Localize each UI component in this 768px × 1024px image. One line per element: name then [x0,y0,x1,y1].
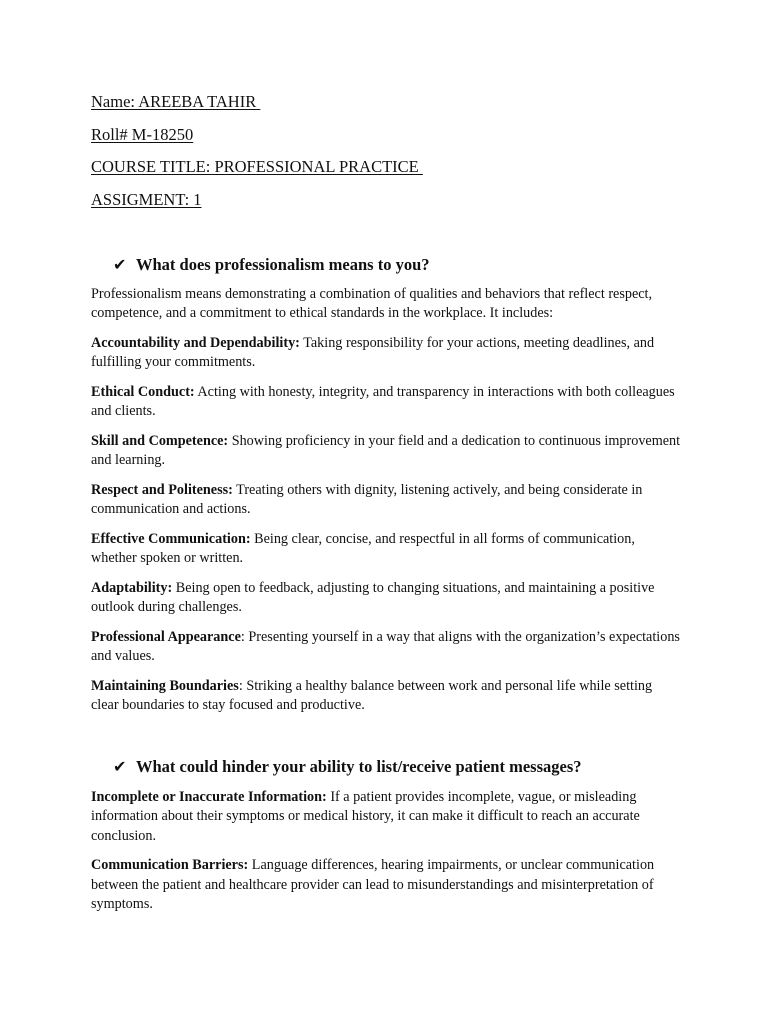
item-term: Accountability and Dependability: [91,334,300,351]
section-1-item [91,579,681,618]
item-term: Effective Communication: [91,530,251,547]
section-1-item [91,628,681,667]
question-1 [91,254,681,276]
checkmark-icon: ✔ [113,254,127,274]
item-term: Incomplete or Inaccurate Information: [91,788,327,805]
section-1-item [91,432,681,471]
item-term: Maintaining Boundaries [91,677,239,694]
item-text: Being clear, concise, and respectful in all forms of communication, whether spoken or written. [91,530,635,566]
item-text: Being open to feedback, adjusting to changing situations, and maintaining a positive outlook during challenges. [91,579,655,615]
item-text: Language differences, hearing impairments, or unclear communication between the patient and healthcare provider can lead to misunderstandings and misinterpretation of symptoms. [91,857,655,912]
student-name: Name: AREEBA TAHIR [91,92,261,111]
item-text: If a patient provides incomplete, vague, or misleading information about their symptoms or medical history, it can make it difficult to reach an accurate conclusion. [91,788,640,844]
item-term: Professional Appearance [91,628,241,645]
item-term: Ethical Conduct: [91,383,195,400]
item-text: : Striking a healthy balance between work and personal life while setting clear boundaries to stay focused and productive. [91,677,653,713]
assignment-number: ASSIGMENT: 1 [91,189,202,209]
course-title: COURSE TITLE: PROFESSIONAL PRACTICE [91,157,423,176]
item-term: Skill and Competence: [91,432,229,449]
document-page [91,91,681,915]
checkmark-icon: ✔ [113,756,127,776]
item-text: Showing proficiency in your field and a dedication to continuous improvement and learning. [91,432,681,468]
section-1-intro: Professionalism means demonstrating a combination of qualities and behaviors that reflect respect, competence, and a commitment to ethical standards in the workplace. It includes: [91,285,653,321]
section-2-item [91,856,681,915]
item-text: Taking responsibility for your actions, meeting deadlines, and fulfilling your commitments. [91,334,655,370]
section-2-item [91,788,681,847]
item-text: Acting with honesty, integrity, and transparency in interactions with both colleagues and clients. [91,383,675,419]
item-term: Adaptability: [91,579,173,596]
section-1-item [91,481,681,520]
item-term: Communication Barriers: [91,857,249,873]
question-2-text: What could hinder your ability to list/receive patient messages? [136,756,582,776]
section-1-item [91,334,681,373]
item-text: : Presenting yourself in a way that aligns with the organization’s expectations and values. [91,628,680,664]
section-1-item [91,383,681,422]
section-1-item [91,530,681,569]
question-1-text: What does professionalism means to you? [136,254,430,274]
item-term: Respect and Politeness: [91,481,233,498]
item-text: Treating others with dignity, listening actively, and being considerate in communication and actions. [91,481,643,517]
section-1-item [91,677,681,716]
roll-number: Roll# M-18250 [91,124,194,144]
question-2 [91,756,681,778]
